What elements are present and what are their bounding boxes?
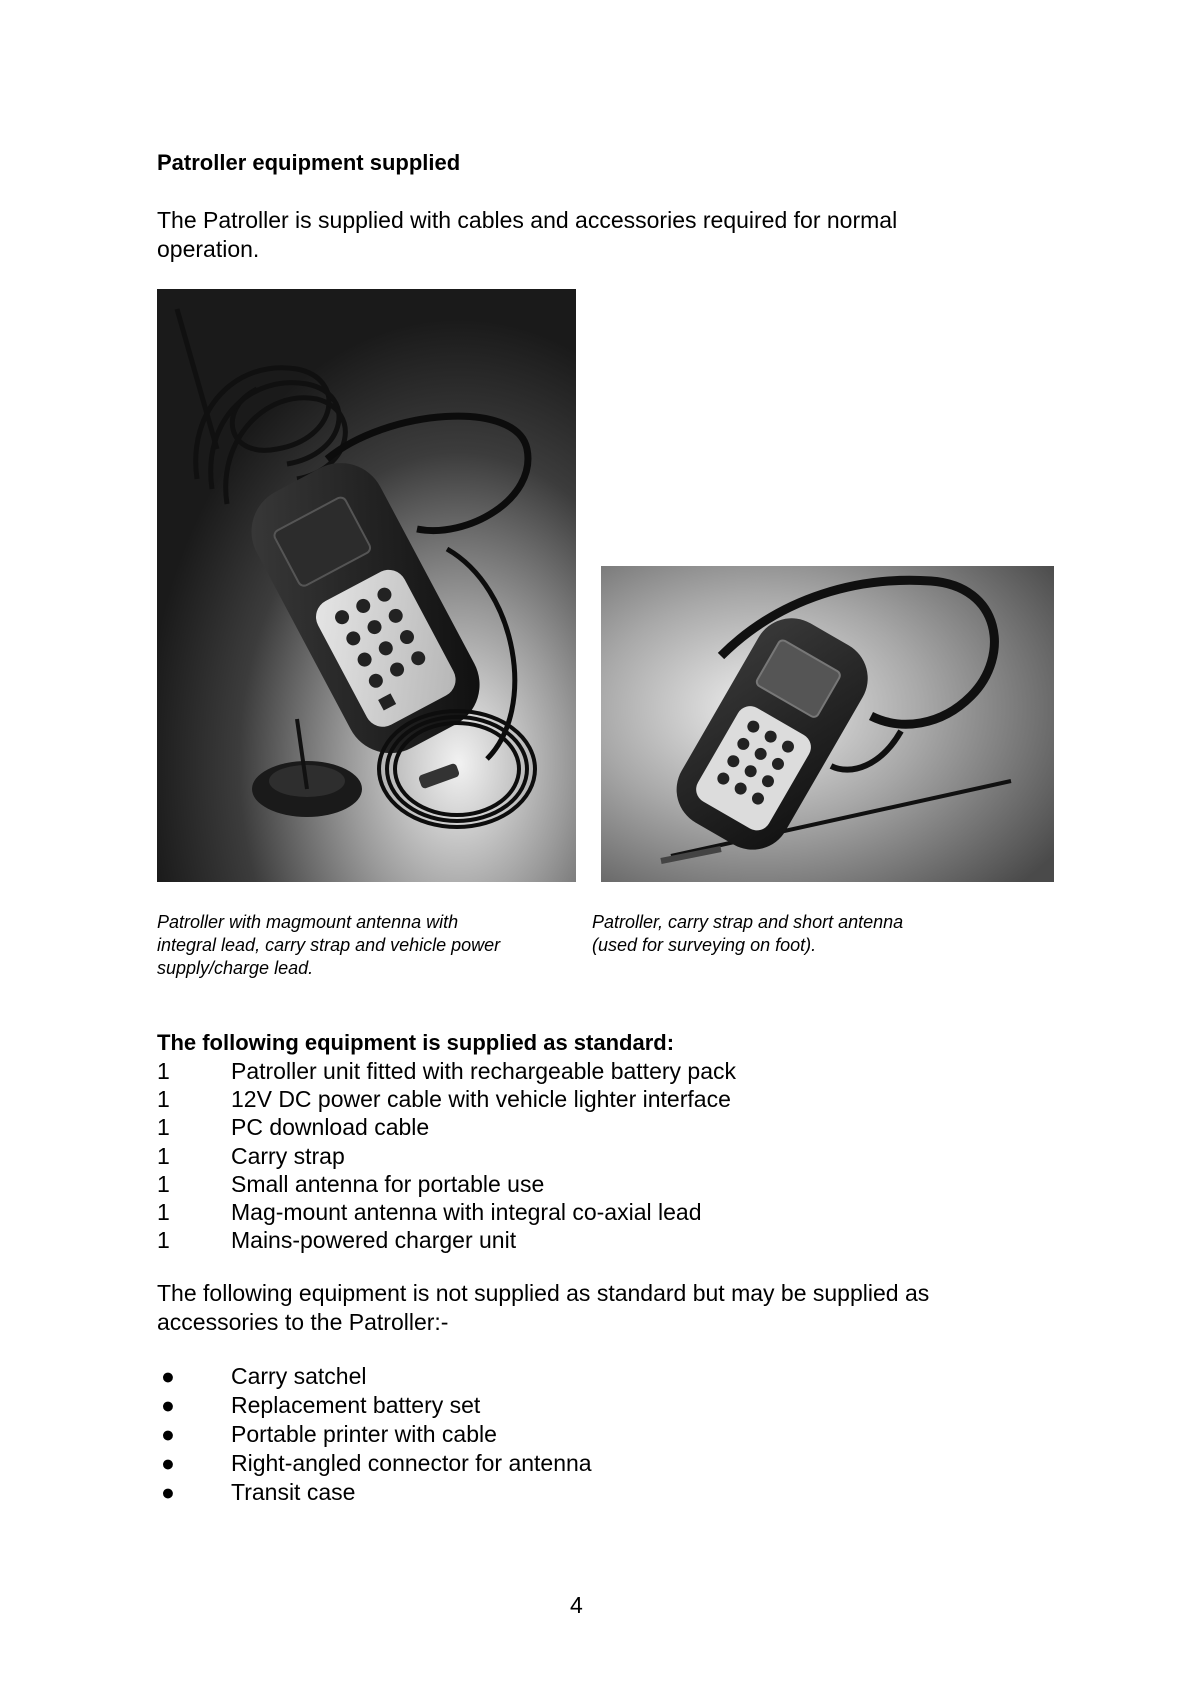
list-item [157, 1085, 736, 1113]
item-quantity: 1 [157, 1198, 170, 1225]
item-quantity: 1 [157, 1114, 170, 1141]
item-label: Transit case [231, 1479, 356, 1505]
item-label: Small antenna for portable use [231, 1170, 545, 1197]
item-quantity: 1 [157, 1086, 170, 1113]
list-item [157, 1391, 592, 1420]
figure-caption-short-antenna: Patroller, carry strap and short antenna (used for surveying on foot). [592, 912, 904, 955]
item-quantity: 1 [157, 1170, 170, 1197]
bullet-icon: ● [161, 1421, 175, 1447]
item-label: PC download cable [231, 1114, 430, 1141]
item-quantity: 1 [157, 1058, 170, 1084]
bullet-icon: ● [161, 1479, 175, 1505]
patroller-short-antenna-photo [601, 566, 1054, 882]
list-item [157, 1057, 736, 1085]
figure-caption-magmount: Patroller with magmount antenna with integral lead, carry strap and vehicle power supply/charge lead. [157, 912, 501, 978]
list-item [157, 1362, 592, 1391]
list-item [157, 1226, 736, 1254]
item-label: Mag-mount antenna with integral co-axial lead [231, 1198, 702, 1225]
page-heading: Patroller equipment supplied [157, 150, 461, 175]
list-item [157, 1449, 592, 1478]
standard-equipment-list [157, 1057, 736, 1254]
page-number: 4 [570, 1592, 583, 1618]
bullet-icon: ● [161, 1363, 175, 1389]
list-item [157, 1113, 736, 1141]
bullet-icon: ● [161, 1392, 175, 1418]
standard-equipment-heading: The following equipment is supplied as standard: [157, 1030, 675, 1055]
item-label: Right-angled connector for antenna [231, 1450, 592, 1476]
item-quantity: 1 [157, 1142, 170, 1169]
accessories-intro: The following equipment is not supplied as standard but may be supplied as accessories to the Patroller:- [157, 1280, 930, 1335]
item-label: Patroller unit fitted with rechargeable battery pack [231, 1058, 736, 1084]
list-item [157, 1478, 592, 1507]
item-quantity: 1 [157, 1227, 170, 1254]
list-item [157, 1198, 736, 1226]
accessories-list [157, 1362, 592, 1507]
bullet-icon: ● [161, 1450, 175, 1476]
item-label: Mains-powered charger unit [231, 1227, 517, 1254]
list-item [157, 1170, 736, 1198]
item-label: Carry strap [231, 1142, 345, 1169]
item-label: Carry satchel [231, 1363, 367, 1389]
item-label: Portable printer with cable [231, 1421, 497, 1447]
item-label: 12V DC power cable with vehicle lighter interface [231, 1086, 731, 1113]
list-item [157, 1420, 592, 1449]
intro-paragraph: The Patroller is supplied with cables and accessories required for normal operation. [157, 207, 898, 262]
list-item [157, 1142, 736, 1170]
patroller-magmount-photo [157, 289, 576, 882]
item-label: Replacement battery set [231, 1392, 481, 1418]
